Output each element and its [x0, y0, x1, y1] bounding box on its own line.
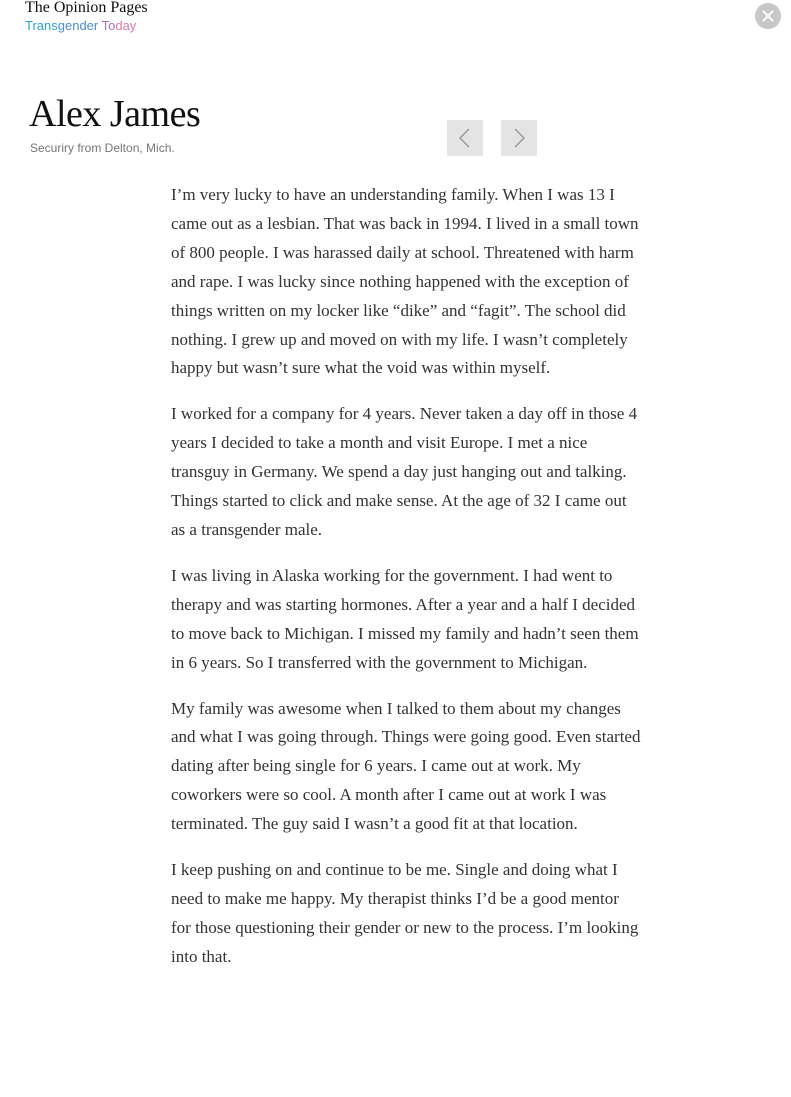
section-title-part: To: [98, 18, 116, 33]
chevron-right-icon: [510, 128, 528, 148]
masthead: [25, 0, 148, 34]
story-paragraph: I was living in Alaska working for the government. I had went to therapy and was starting hormones. After a year and a half I decided to move back to Michigan. I missed my family and hadn’t seen them in 6 years. So I transferred with the government to Michigan.: [171, 565, 639, 672]
previous-story-button[interactable]: [447, 120, 483, 156]
section-title-part: day: [115, 18, 137, 33]
author-meta: Securiry from Delton, Mich.: [30, 141, 175, 155]
story-paragraph: My family was awesome when I talked to them about my changes and what I was going through. Things were going good. Even started dating after being single for 6 years. I came out at work. My coworkers were so cool. A month after I came out at work I was terminated. The guy said I wasn’t a good fit at that location.: [171, 698, 641, 834]
masthead-title[interactable]: The Opinion Pages: [25, 0, 148, 16]
section-title[interactable]: [25, 17, 148, 34]
chevron-left-icon: [456, 128, 474, 148]
author-name: Alex James: [29, 93, 201, 135]
close-icon: [762, 10, 774, 22]
story-paragraph: I keep pushing on and continue to be me. Single and doing what I need to make me happy. My therapist thinks I’d be a good mentor for those questioning their gender or new to the process. I’m looking into that.: [171, 860, 639, 966]
section-title-part: gender: [57, 18, 99, 33]
story-body: [171, 181, 641, 989]
next-story-button[interactable]: [501, 120, 537, 156]
close-button[interactable]: [755, 3, 781, 29]
section-title-part: Trans: [25, 18, 58, 33]
story-paragraph: I worked for a company for 4 years. Never taken a day off in those 4 years I decided to take a month and visit Europe. I met a nice transguy in Germany. We spend a day just hanging out and talking. Things started to click and make sense. At the age of 32 I came out as a transgender male.: [171, 404, 638, 539]
story-paragraph: I’m very lucky to have an understanding family. When I was 13 I came out as a lesbian. That was back in 1994. I lived in a small town of 800 people. I was harassed daily at school. Threatened with harm and rape. I was lucky since nothing happened with the exception of things written on my locker like “dike” and “fagit”. The school did nothing. I grew up and moved on with my life. I wasn’t completely happy but wasn’t sure what the void was within myself.: [171, 185, 639, 378]
